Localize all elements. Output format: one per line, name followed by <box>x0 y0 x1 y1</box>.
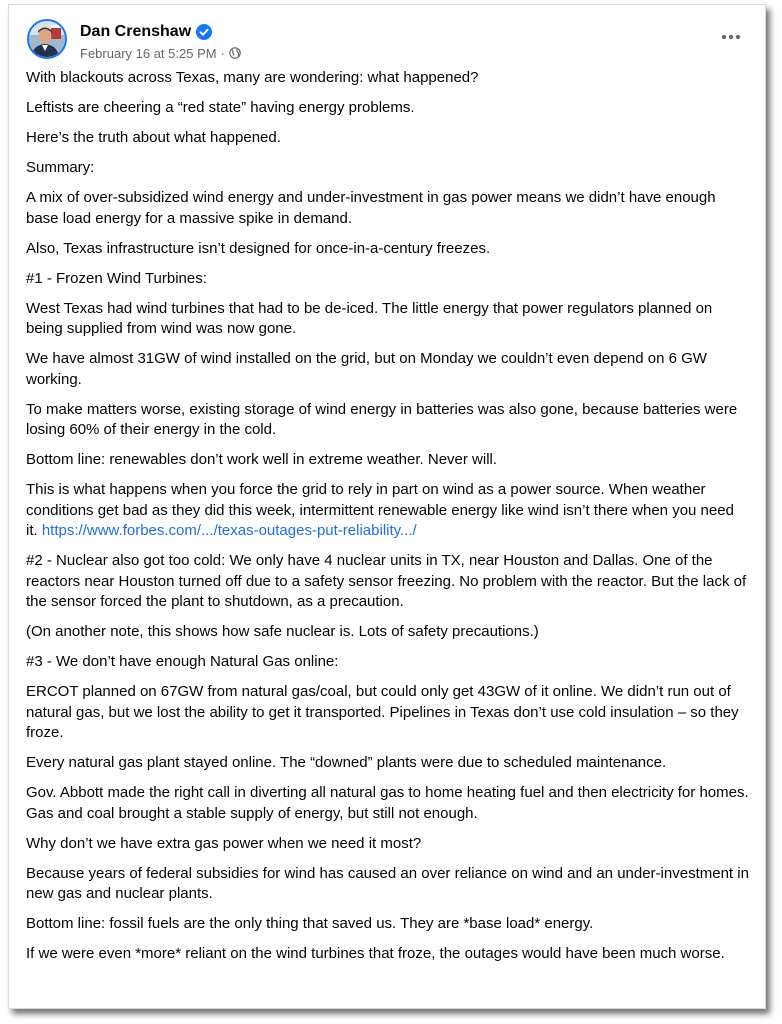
verified-badge-icon <box>196 24 212 40</box>
post-paragraph: To make matters worse, existing storage of wind energy in batteries was also gone, because batteries were losing 60% of their energy in the cold. <box>26 400 738 438</box>
post-timestamp[interactable]: February 16 at 5:25 PM <box>80 45 217 61</box>
post-paragraph: If we were even *more* reliant on the wind turbines that froze, the outages would have been much worse. <box>26 945 725 962</box>
avatar-portrait-icon <box>29 21 65 57</box>
post-paragraph: (On another note, this shows how safe nuclear is. Lots of safety precautions.) <box>26 623 539 640</box>
more-options-icon <box>721 34 741 40</box>
globe-icon[interactable] <box>229 47 241 59</box>
post-paragraph: Summary: <box>26 159 95 176</box>
post-paragraph-text: This is what happens when you force the grid to rely in part on wind as a power source. When weather conditions get bad as they did this week, intermittent renewable energy like wind isn’t there when you need it. <box>26 481 734 539</box>
post-body <box>26 68 749 974</box>
post-paragraph: With blackouts across Texas, many are wondering: what happened? <box>26 69 479 86</box>
author-name[interactable]: Dan Crenshaw <box>80 23 192 40</box>
avatar[interactable] <box>27 19 67 59</box>
post-paragraph: Because years of federal subsidies for wind has caused an over reliance on wind and an under-investment in new gas and nuclear plants. <box>26 864 749 902</box>
meta-separator: · <box>220 45 225 61</box>
post-paragraph: Bottom line: fossil fuels are the only thing that saved us. They are *base load* energy. <box>26 915 594 932</box>
post-paragraph: Gov. Abbott made the right call in diverting all natural gas to home heating fuel and then electricity for homes. Gas and coal brought a stable supply of energy, but still not enough. <box>26 784 749 822</box>
post-paragraph: Bottom line: renewables don’t work well in extreme weather. Never will. <box>26 451 498 468</box>
post-paragraph-with-link <box>26 480 749 542</box>
forbes-article-link[interactable]: https://www.forbes.com/.../texas-outages-put-reliability.../ <box>41 522 417 539</box>
post-paragraph: Leftists are cheering a “red state” having energy problems. <box>26 99 415 116</box>
post-paragraph: We have almost 31GW of wind installed on the grid, but on Monday we couldn’t even depend on 6 GW working. <box>26 350 707 388</box>
post-paragraph: #3 - We don’t have enough Natural Gas online: <box>26 653 339 670</box>
post-paragraph: #1 - Frozen Wind Turbines: <box>26 269 207 287</box>
post-header <box>25 17 749 67</box>
post-paragraph: Here’s the truth about what happened. <box>26 129 281 146</box>
more-options-button[interactable] <box>715 25 747 49</box>
post-paragraph: Also, Texas infrastructure isn’t designed for once-in-a-century freezes. <box>26 239 491 257</box>
post-paragraph: A mix of over-subsidized wind energy and under-investment in gas power means we didn’t have enough base load energy for a massive spike in demand. <box>26 189 716 227</box>
post-paragraph: ERCOT planned on 67GW from natural gas/coal, but could only get 43GW of it online. We didn’t run out of natural gas, but we lost the ability to get it transported. Pipelines in Texas don’t use cold insulation – so they froze. <box>26 683 739 741</box>
post-paragraph: #2 - Nuclear also got too cold: We only have 4 nuclear units in TX, near Houston and Dallas. One of the reactors near Houston turned off due to a safety sensor freezing. No problem with the reactor. But the lack of the sensor forced the plant to shutdown, as a precaution. <box>26 552 747 610</box>
post-meta <box>80 44 241 62</box>
post-paragraph: Why don’t we have extra gas power when we need it most? <box>26 834 422 852</box>
author-line <box>80 21 212 43</box>
post-paragraph: Every natural gas plant stayed online. The “downed” plants were due to scheduled maintenance. <box>26 754 667 771</box>
post-paragraph: West Texas had wind turbines that had to be de-iced. The little energy that power regulators planned on being supplied from wind was now gone. <box>26 299 713 337</box>
facebook-post-card <box>8 4 766 1009</box>
